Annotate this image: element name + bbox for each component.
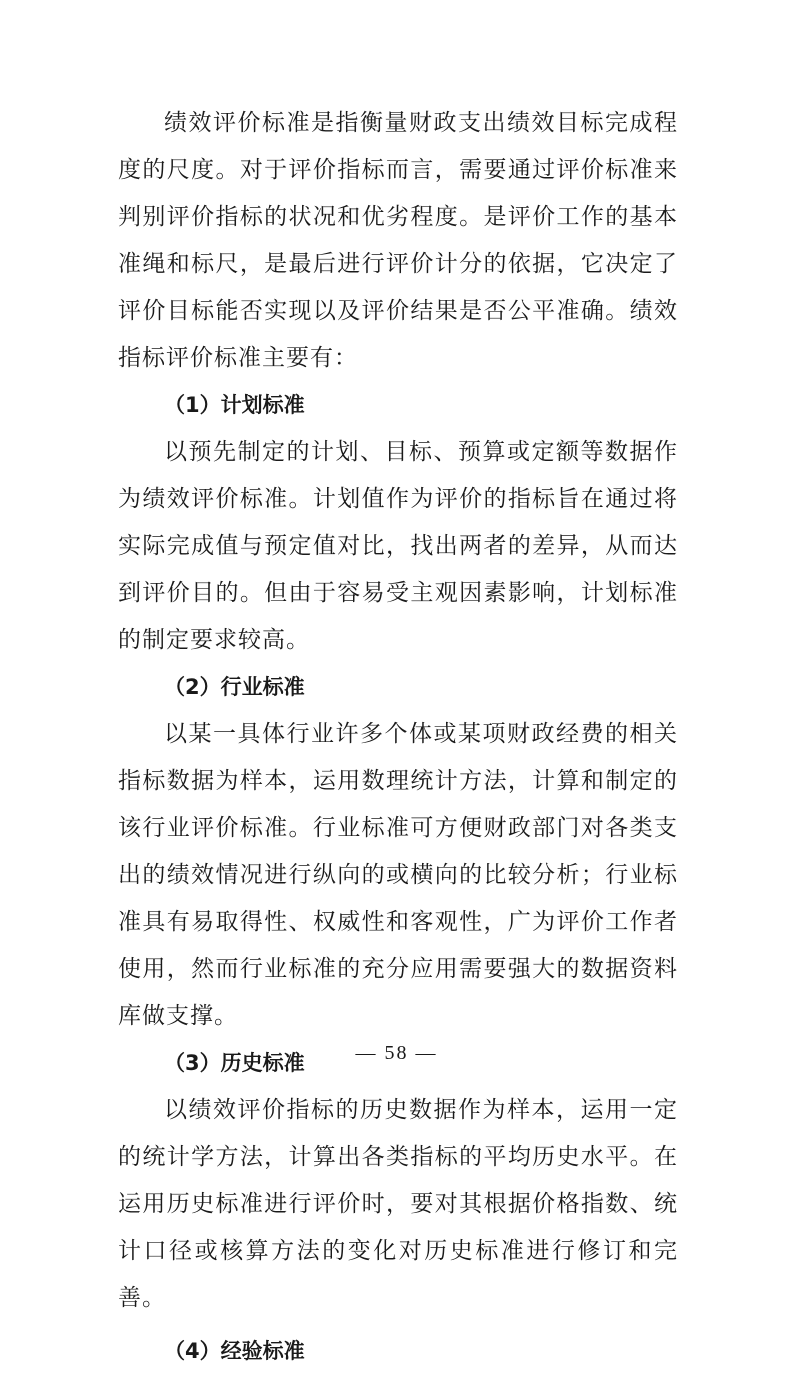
section-heading-industry-standard: （2）行业标准 <box>164 675 305 699</box>
section-heading-experience-standard: （4）经验标准 <box>164 1339 305 1363</box>
section-body-historical-standard: 以绩效评价指标的历史数据作为样本，运用一定的统计学方法，计算出各类指标的平均历史水平。在运用历史标准进行评价时，要对其根据价格指数、统计口径或核算方法的变化对历史标准进行修订和完善。 <box>118 1097 678 1311</box>
section-heading-plan-standard: （1）计划标准 <box>164 393 305 417</box>
intro-paragraph: 绩效评价标准是指衡量财政支出绩效目标完成程度的尺度。对于评价指标而言，需要通过评价标准来判别评价指标的状况和优劣程度。是评价工作的基本准绳和标尺，是最后进行评价计分的依据，它决定了评价目标能否实现以及评价结果是否公平准确。绩效指标评价标准主要有： <box>118 110 678 371</box>
section-heading-historical-standard: （3）历史标准 <box>164 1051 305 1075</box>
page-number: — 58 — <box>355 1042 438 1064</box>
document-body <box>118 100 678 1375</box>
section-body-industry-standard: 以某一具体行业许多个体或某项财政经费的相关指标数据为样本，运用数理统计方法，计算和制定的该行业评价标准。行业标准可方便财政部门对各类支出的绩效情况进行纵向的或横向的比较分析；行业标准具有易取得性、权威性和客观性，广为评价工作者使用，然而行业标准的充分应用需要强大的数据资料库做支撑。 <box>118 721 678 1029</box>
section-body-plan-standard: 以预先制定的计划、目标、预算或定额等数据作为绩效评价标准。计划值作为评价的指标旨在通过将实际完成值与预定值对比，找出两者的差异，从而达到评价目的。但由于容易受主观因素影响，计划标准的制定要求较高。 <box>118 439 678 653</box>
